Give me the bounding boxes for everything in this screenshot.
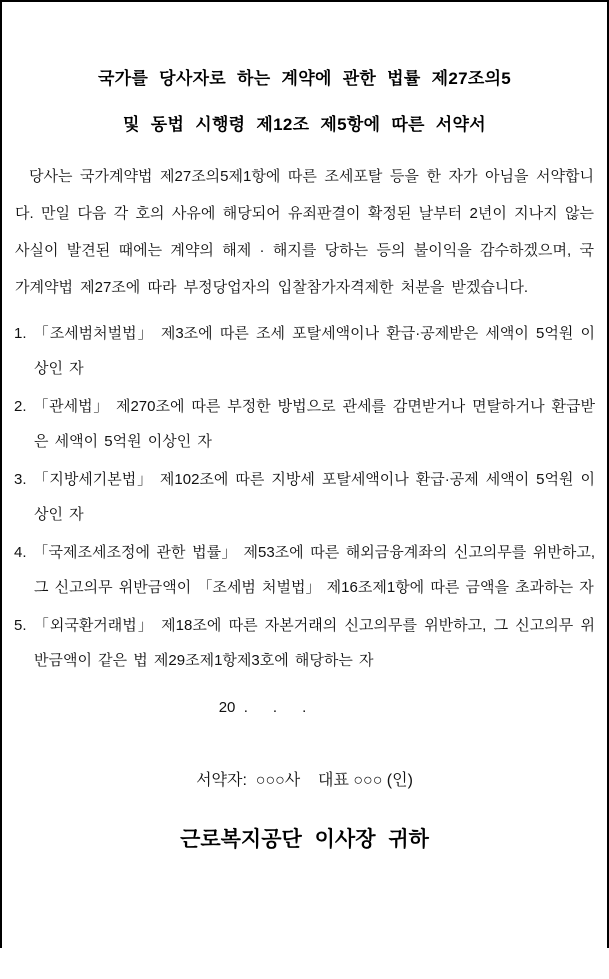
numbered-clause-list (14, 316, 595, 678)
addressee-line: 근로복지공단 이사장 귀하 (180, 828, 429, 851)
list-item-5: 5. 「외국환거래법」 제18조에 따른 자본거래의 신고의무를 위반하고, 그 신고의무 위반금액이 같은 법 제29조제1항제3호에 해당하는 자 (14, 617, 595, 669)
title-line-2: 및 동법 시행령 제12조 제5항에 따른 서약서 (123, 115, 486, 134)
document-title (14, 56, 595, 148)
list-item-4: 4. 「국제조세조정에 관한 법률」 제53조에 따른 해외금융계좌의 신고의무를 위반하고, 그 신고의무 위반금액이 「조세범 처벌법」 제16조제1항에 따른 금액을 초과하는 자 (14, 544, 595, 596)
list-item-2: 2. 「관세법」 제270조에 따른 부정한 방법으로 관세를 감면받거나 면탈하거나 환급받은 세액이 5억원 이상인 자 (14, 398, 595, 450)
signature-line: 서약자: ○○○사 대표 ○○○ (인) (196, 772, 413, 789)
list-item-3: 3. 「지방세기본법」 제102조에 따른 지방세 포탈세액이나 환급·공제 세액이 5억원 이상인 자 (14, 471, 595, 523)
list-item-1: 1. 「조세범처벌법」 제3조에 따른 조세 포탈세액이나 환급·공제받은 세액이 5억원 이상인 자 (14, 325, 595, 377)
title-line-1: 국가를 당사자로 하는 계약에 관한 법률 제27조의5 (97, 69, 512, 88)
intro-paragraph: 당사는 국가계약법 제27조의5제1항에 따른 조세포탈 등을 한 자가 아님을 서약합니다. 만일 다음 각 호의 사유에 해당되어 유죄판결이 확정된 날부터 2년이 지나지 않는 사실이 발견된 때에는 계약의 해제 · 해지를 당하는 등의 불이익을 감수하겠으며, 국가계약법 제27조에 따라 부정당업자의 입찰참가자격제한 처분을 받겠습니다. (15, 168, 594, 296)
date-line: 20 . . . (218, 699, 307, 716)
